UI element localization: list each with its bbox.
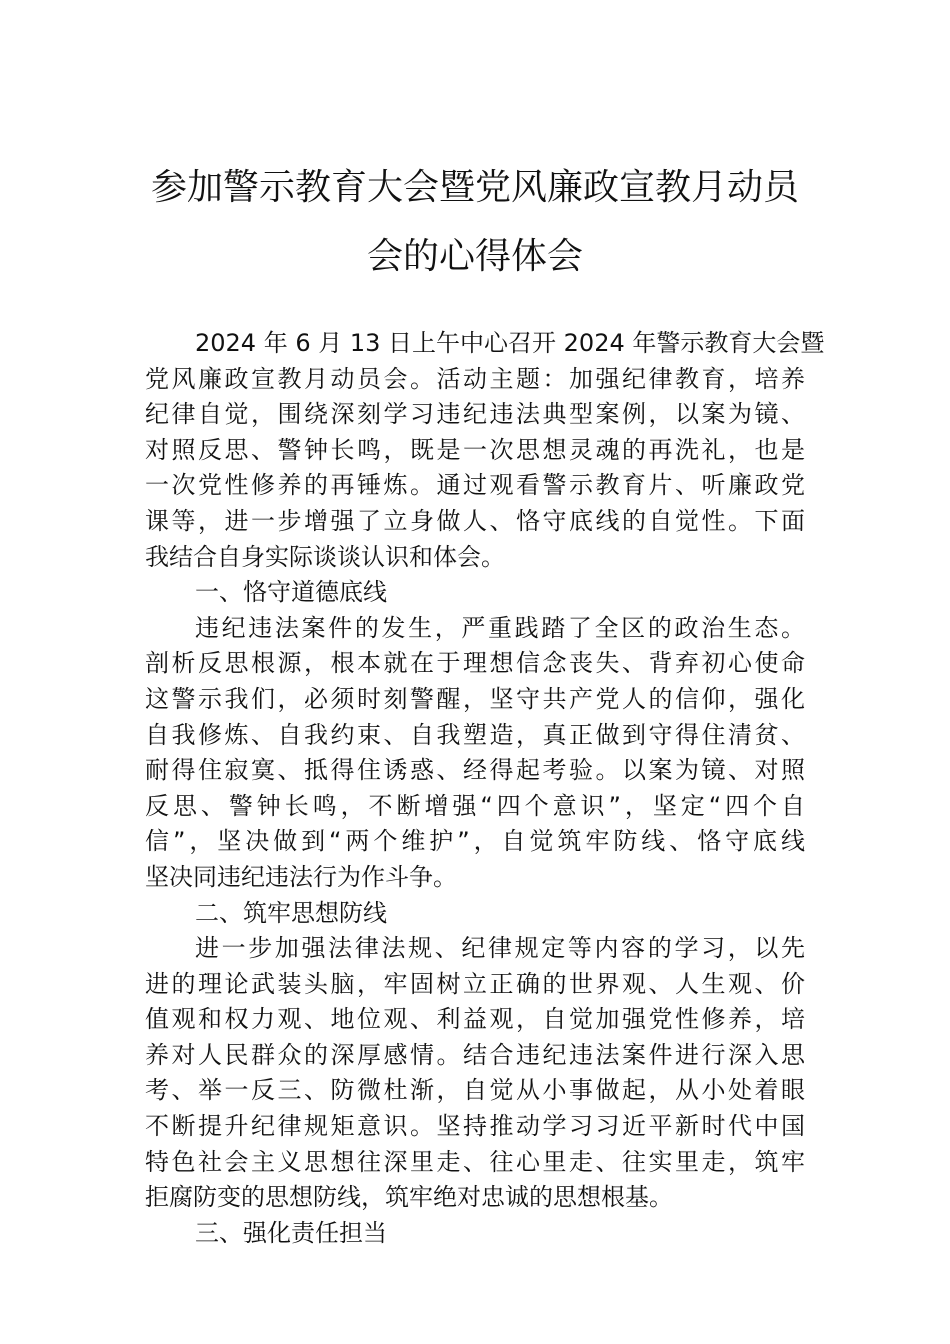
section-heading-3: [145, 1216, 805, 1252]
heading-text: 一、恪守道德底线: [195, 578, 387, 607]
section-heading-2: [145, 896, 805, 932]
text-line: 耐得住寂寞、抵得住诱惑、经得起考验。以案为镜、对照: [145, 756, 805, 785]
text-line: 特色社会主义思想往深里走、往心里走、往实里走，筑牢: [145, 1147, 805, 1176]
text-line: 课等，进一步增强了立身做人、恪守底线的自觉性。下面: [145, 506, 805, 535]
text-line: 2024 年 6 月 13 日上午中心召开 2024 年警示教育大会暨: [195, 329, 825, 357]
text-line: 对照反思、警钟长鸣，既是一次思想灵魂的再洗礼，也是: [145, 435, 805, 464]
text-line: 信”，坚决做到“两个维护”，自觉筑牢防线、恪守底线: [145, 827, 805, 856]
heading-text: 三、强化责任担当: [195, 1218, 387, 1247]
document-title-line-2: 会的心得体会: [366, 236, 583, 277]
text-line: 自我修炼、自我约束、自我塑造，真正做到守得住清贫、: [145, 720, 805, 749]
text-line: 考、举一反三、防微杜渐，自觉从小事做起，从小处着眼: [145, 1076, 805, 1105]
text-line: 坚决同违纪违法行为作斗争。: [145, 862, 457, 891]
text-line: 反思、警钟长鸣，不断增强“四个意识”，坚定“四个自: [145, 791, 805, 820]
paragraph-intro: [145, 326, 825, 575]
text-line: 不断提升纪律规矩意识。坚持推动学习习近平新时代中国: [145, 1112, 805, 1141]
text-line: 我结合自身实际谈谈认识和体会。: [145, 542, 505, 571]
text-line: 拒腐防变的思想防线，筑牢绝对忠诚的思想根基。: [145, 1183, 673, 1212]
document-body: [145, 326, 825, 1251]
heading-text: 二、筑牢思想防线: [195, 898, 387, 927]
text-line: 纪律自觉，围绕深刻学习违纪违法典型案例，以案为镜、: [145, 400, 805, 429]
text-line: 进的理论武装头脑，牢固树立正确的世界观、人生观、价: [145, 969, 805, 998]
text-line: 剖析反思根源，根本就在于理想信念丧失、背弃初心使命: [145, 649, 805, 678]
text-line: 值观和权力观、地位观、利益观，自觉加强党性修养，培: [145, 1005, 805, 1034]
text-line: 养对人民群众的深厚感情。结合违纪违法案件进行深入思: [145, 1040, 805, 1069]
text-line: 违纪违法案件的发生，严重践踏了全区的政治生态。: [195, 613, 805, 642]
paragraph-section-1: [145, 611, 805, 896]
paragraph-section-2: [145, 931, 805, 1216]
text-line: 进一步加强法律法规、纪律规定等内容的学习，以先: [195, 934, 805, 963]
text-line: 这警示我们，必须时刻警醒，坚守共产党人的信仰，强化: [145, 684, 805, 713]
text-line: 党风廉政宣教月动员会。活动主题：加强纪律教育，培养: [145, 364, 805, 393]
document-title-line-1: 参加警示教育大会暨党风廉政宣教月动员: [150, 167, 799, 208]
section-heading-1: [145, 575, 805, 611]
text-line: 一次党性修养的再锤炼。通过观看警示教育片、听廉政党: [145, 471, 805, 500]
